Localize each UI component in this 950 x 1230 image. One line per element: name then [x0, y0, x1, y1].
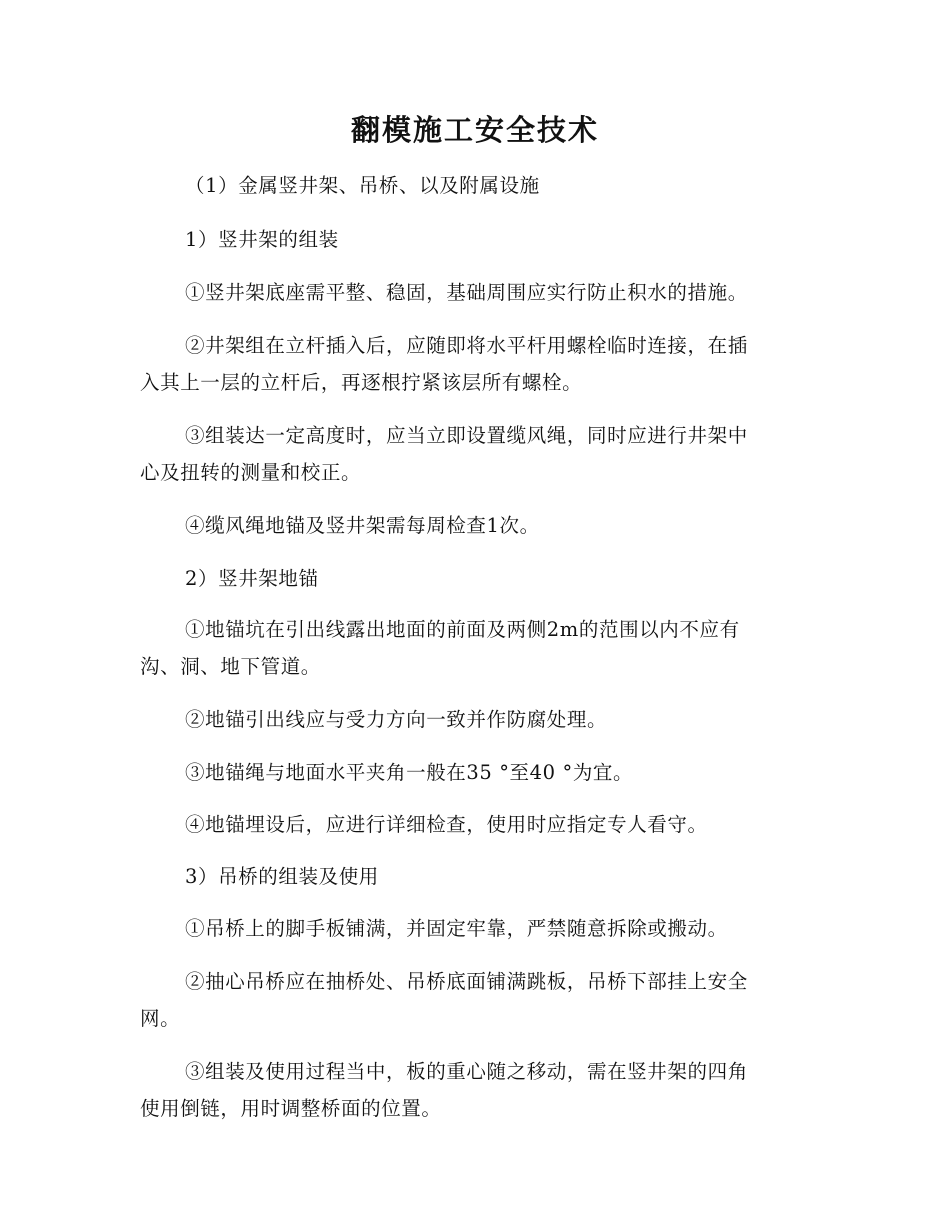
paragraph: ①吊桥上的脚手板铺满，并固定牢靠，严禁随意拆除或搬动。	[185, 917, 728, 940]
paragraph: ②抽心吊桥应在抽桥处、吊桥底面铺满跳板，吊桥下部挂上安全	[185, 970, 748, 993]
paragraph: ②地锚引出线应与受力方向一致并作防腐处理。	[185, 708, 608, 731]
subsection-heading: 2）竖井架地锚	[185, 567, 319, 590]
subsection-heading: 3）吊桥的组装及使用	[185, 865, 379, 888]
paragraph-continuation: 网。	[140, 1007, 181, 1030]
paragraph: ④地锚埋设后，应进行详细检查，使用时应指定专人看守。	[185, 813, 708, 836]
paragraph: ①地锚坑在引出线露出地面的前面及两侧2m的范围以内不应有	[185, 618, 740, 641]
paragraph: ③组装及使用过程当中，板的重心随之移动，需在竖井架的四角	[185, 1060, 748, 1083]
paragraph: ③组装达一定高度时，应当立即设置缆风绳，同时应进行井架中	[185, 424, 748, 447]
paragraph: ③地锚绳与地面水平夹角一般在35 °至40 °为宜。	[185, 761, 634, 784]
paragraph: ①竖井架底座需平整、稳固，基础周围应实行防止积水的措施。	[185, 281, 748, 304]
paragraph-continuation: 心及扭转的测量和校正。	[140, 461, 362, 484]
paragraph-continuation: 入其上一层的立杆后，再逐根拧紧该层所有螺栓。	[140, 371, 583, 394]
paragraph-continuation: 沟、洞、地下管道。	[140, 655, 321, 678]
paragraph: ②井架组在立杆插入后，应随即将水平杆用螺栓临时连接，在插	[185, 334, 748, 357]
paragraph: ④缆风绳地锚及竖井架需每周检查1次。	[185, 514, 540, 537]
section-heading: （1）金属竖井架、吊桥、以及附属设施	[185, 174, 540, 197]
document-title: 翻模施工安全技术	[350, 113, 599, 147]
paragraph-continuation: 使用倒链，用时调整桥面的位置。	[140, 1097, 442, 1120]
subsection-heading: 1）竖井架的组装	[185, 228, 339, 251]
